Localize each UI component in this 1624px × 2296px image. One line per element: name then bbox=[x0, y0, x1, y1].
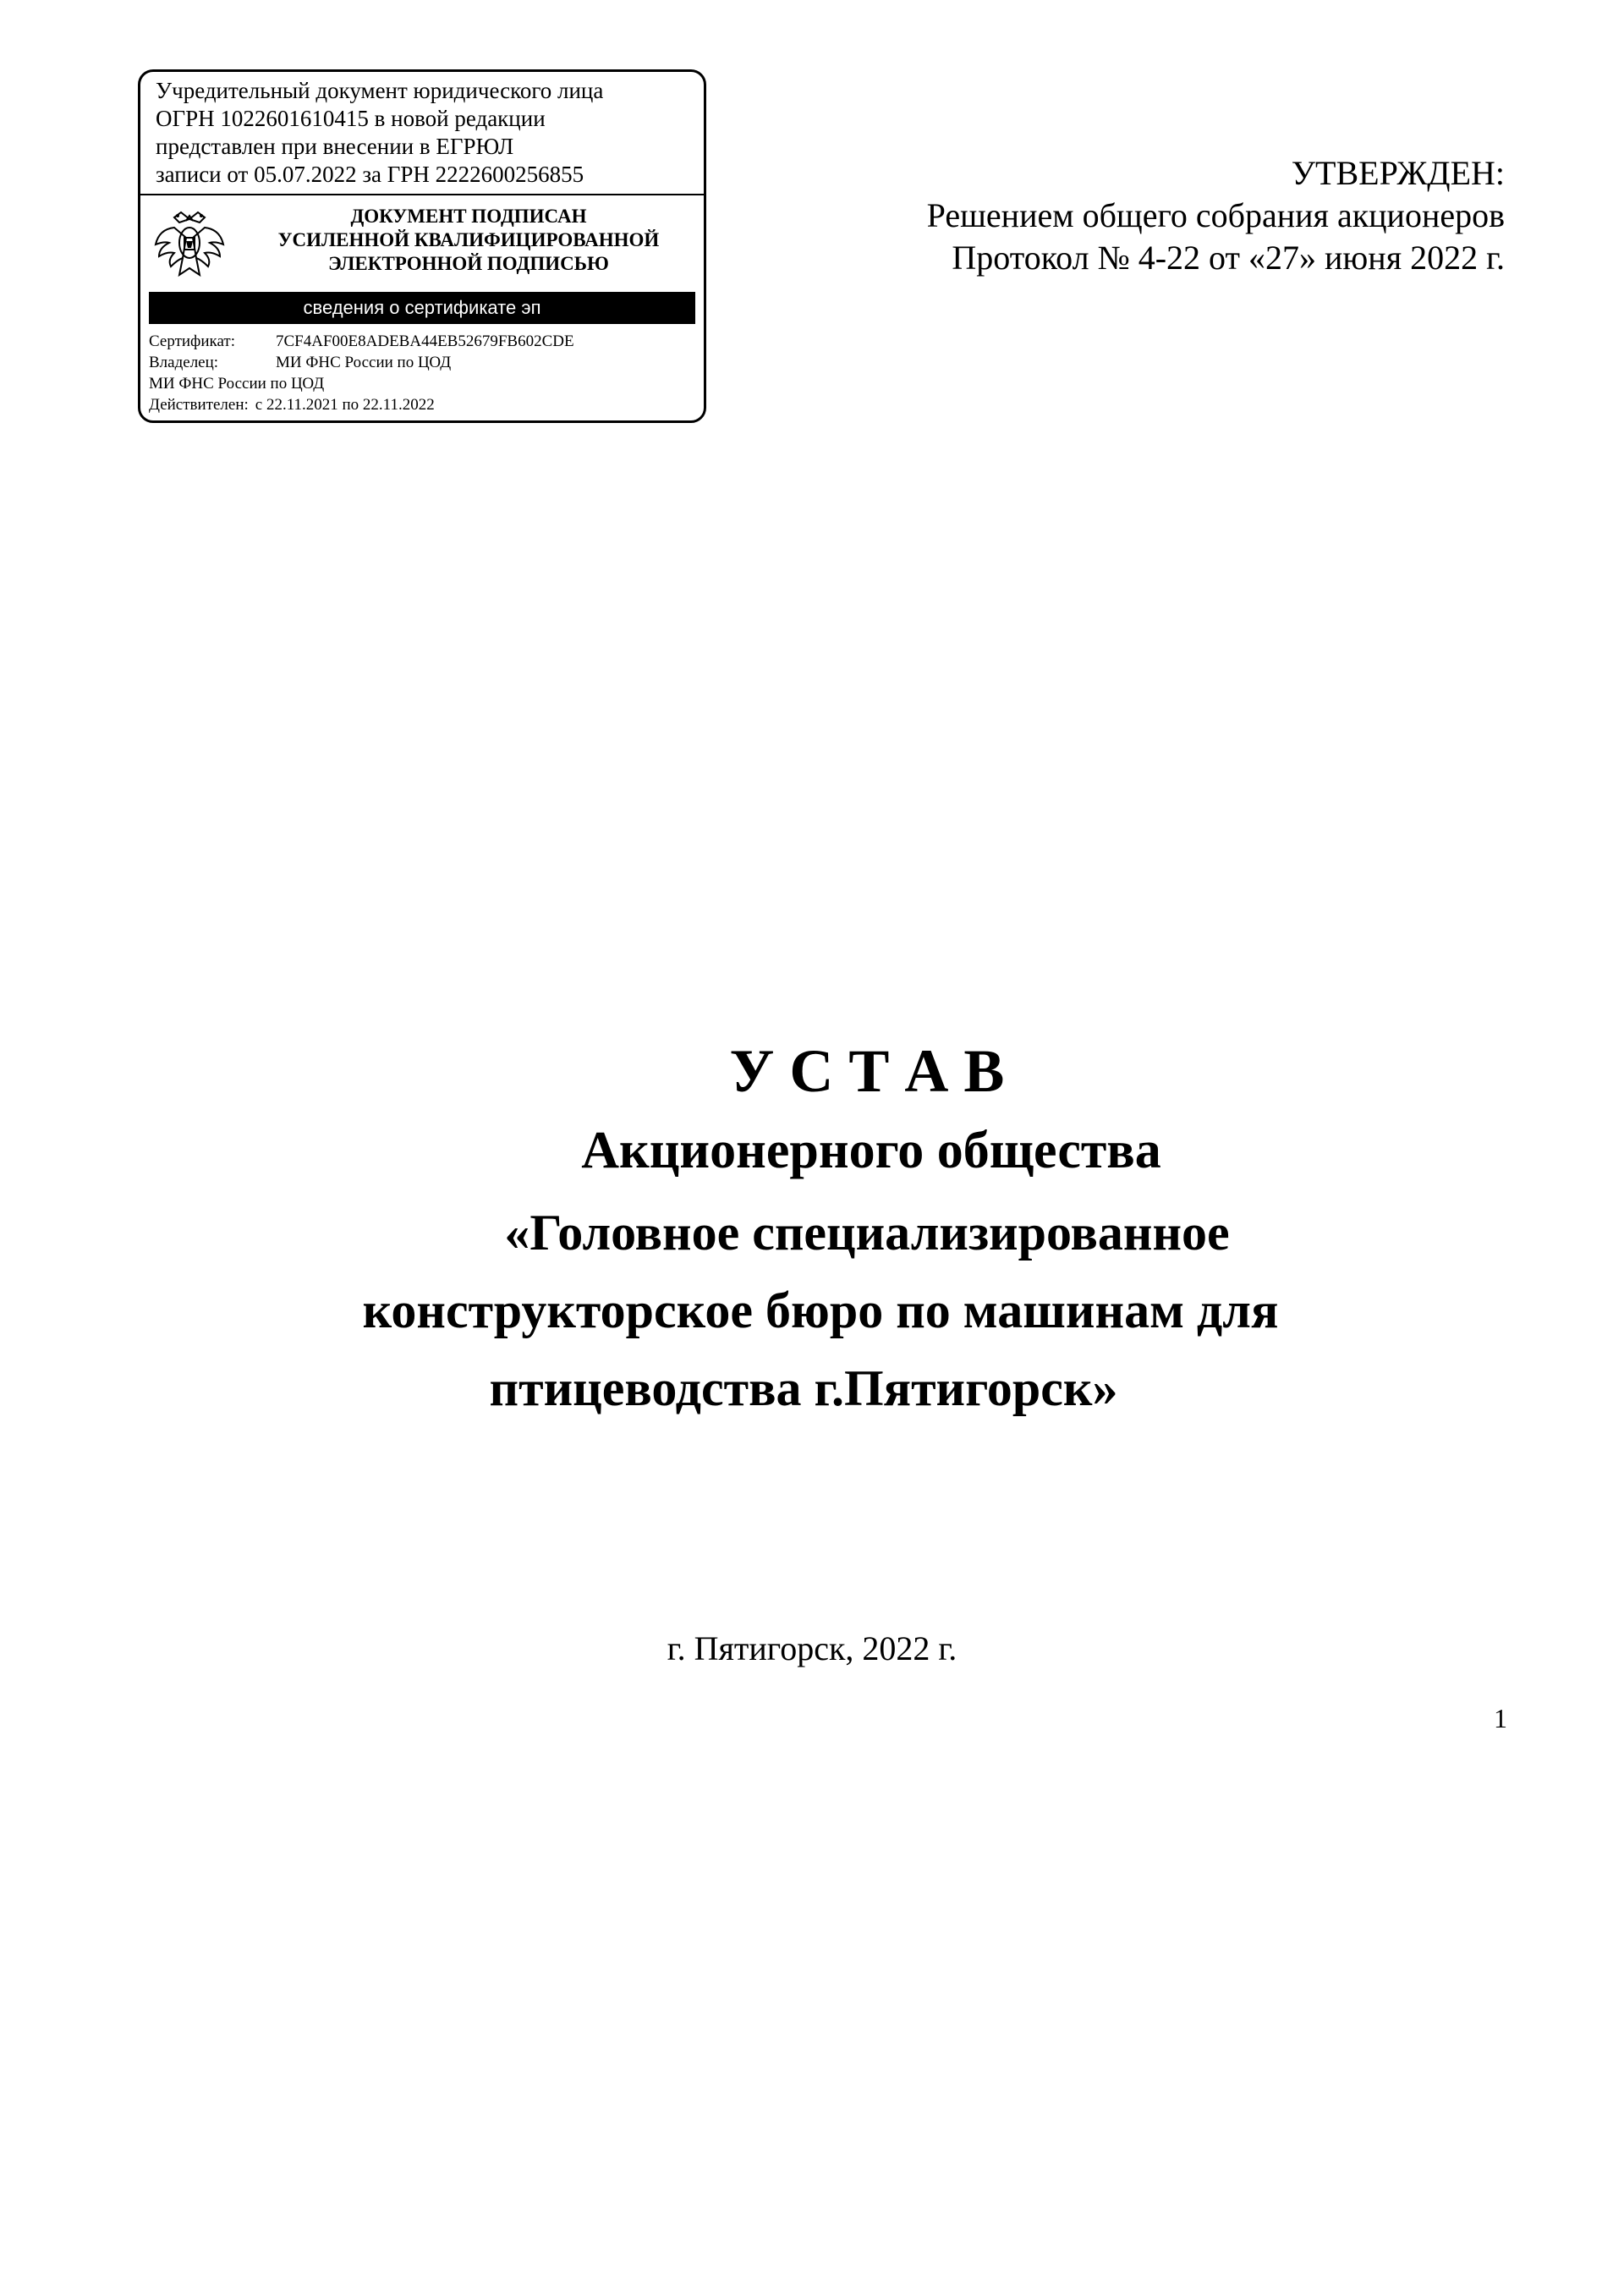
owner-row bbox=[149, 352, 574, 373]
approval-decision: Решением общего собрания акционеров bbox=[926, 196, 1505, 234]
title-company-name-line1: «Головное специализированное bbox=[504, 1205, 1230, 1261]
title-company-type: Акционерного общества bbox=[581, 1122, 1161, 1179]
validity-label: Действителен: bbox=[149, 396, 249, 414]
certificate-details bbox=[149, 331, 574, 415]
page-number: 1 bbox=[1494, 1703, 1507, 1733]
owner-value: МИ ФНС России по ЦОД bbox=[276, 354, 452, 371]
place-and-year: г. Пятигорск, 2022 г. bbox=[667, 1629, 957, 1667]
signature-notice-line: ЭЛЕКТРОННОЙ ПОДПИСЬЮ bbox=[328, 253, 609, 274]
stamp-line: ОГРН 1022601610415 в новой редакции bbox=[156, 106, 546, 131]
signature-notice bbox=[240, 205, 697, 276]
validity-value: с 22.11.2021 по 22.11.2022 bbox=[255, 396, 435, 414]
stamp-divider bbox=[140, 194, 704, 195]
approval-protocol: Протокол № 4-22 от «27» июня 2022 г. bbox=[952, 239, 1505, 277]
certificate-label: Сертификат: bbox=[149, 332, 236, 350]
registration-stamp bbox=[138, 69, 706, 423]
title-company-name-line2: конструкторское бюро по машинам для bbox=[362, 1283, 1279, 1338]
signature-notice-line: УСИЛЕННОЙ КВАЛИФИЦИРОВАННОЙ bbox=[277, 229, 660, 250]
stamp-line: представлен при внесении в ЕГРЮЛ bbox=[156, 134, 514, 159]
certificate-value: 7CF4AF00E8ADEBA44EB52679FB602CDE bbox=[276, 332, 574, 350]
russian-coat-of-arms-icon bbox=[149, 204, 230, 285]
stamp-registration-text bbox=[156, 77, 603, 189]
certificate-row bbox=[149, 331, 574, 352]
approval-heading: УТВЕРЖДЕН: bbox=[1291, 154, 1505, 192]
stamp-line: записи от 05.07.2022 за ГРН 2222600256855 bbox=[156, 162, 584, 187]
title-charter: У С Т А В bbox=[729, 1037, 1005, 1105]
title-company-name-line3: птицеводства г.Пятигорск» bbox=[489, 1360, 1118, 1416]
validity-row bbox=[149, 394, 574, 415]
owner-line2: МИ ФНС России по ЦОД bbox=[149, 375, 325, 393]
approval-block bbox=[927, 152, 1505, 279]
signature-notice-line: ДОКУМЕНТ ПОДПИСАН bbox=[350, 206, 587, 227]
certificate-header-bar: сведения о сертификате эп bbox=[149, 292, 695, 324]
owner-label: Владелец: bbox=[149, 354, 219, 371]
stamp-line: Учредительный документ юридического лица bbox=[156, 78, 604, 103]
